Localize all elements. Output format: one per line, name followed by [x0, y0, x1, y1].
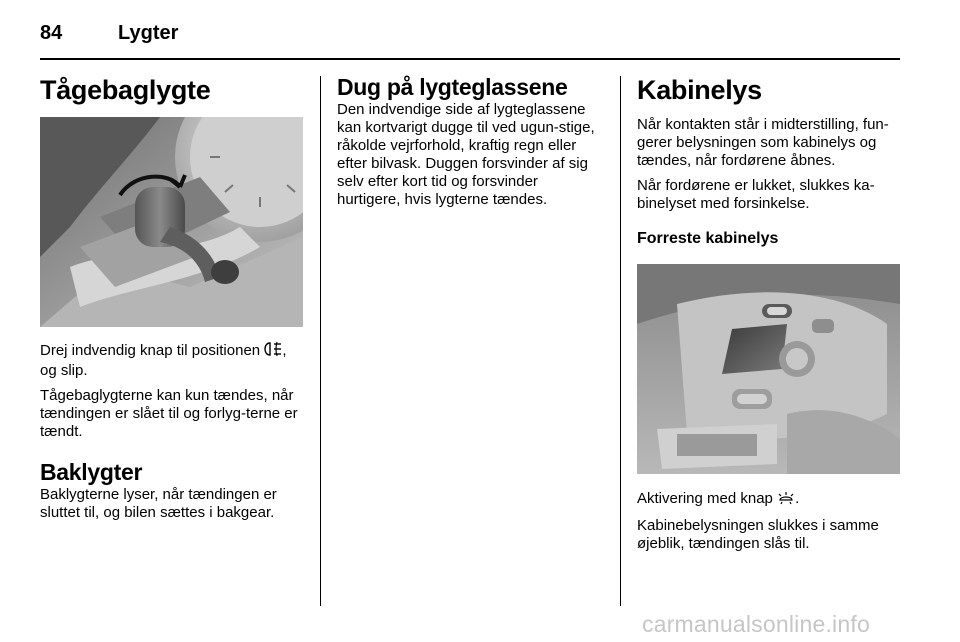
header-rule	[40, 58, 900, 60]
interior-light-icon	[777, 491, 795, 510]
column-divider-right	[620, 76, 621, 606]
lens-fogging-text: Den indvendige side af lygteglassene kan kortvarigt dugge til ved ugun-stige, råkolde vejrforhold, kraftig regn eller efter bilvask. Duggen forsvinder af sig selv efter kort tid og forsvinder hurtigere, hvis lygterne tændes.	[337, 101, 595, 208]
rear-fog-note: Tågebaglygterne kan kun tændes, når tændingen er slået til og forlyg-terne er tændt.	[40, 387, 298, 440]
interior-light-final-text: Kabinebelysningen slukkes i samme øjeblik, tændingen slås til.	[637, 517, 879, 552]
fog-switch-photo	[40, 117, 303, 327]
activation-text-period: .	[795, 490, 800, 507]
rear-fog-instruction-comma: ,	[282, 342, 287, 359]
front-interior-light-heading: Forreste kabinelys	[637, 230, 779, 247]
rear-fog-instruction-line2: og slip.	[40, 362, 88, 379]
rear-fog-lamp-icon	[264, 341, 282, 362]
rear-fog-instruction: Drej indvendig knap til positionen	[40, 342, 261, 359]
running-title: Lygter	[118, 22, 179, 44]
reverse-lights-text: Baklygterne lyser, når tændingen er sluttet til, og bilen sættes i bakgear.	[40, 486, 277, 521]
rear-fog-title: Tågebaglygte	[40, 75, 211, 105]
interior-light-title: Kabinelys	[637, 75, 762, 105]
interior-light-para2: Når fordørene er lukket, slukkes ka-binelyset med forsinkelse.	[637, 177, 875, 212]
page-number: 84	[40, 22, 63, 44]
watermark: carmanualsonline.info	[642, 611, 870, 637]
column-left	[40, 74, 305, 529]
activation-text: Aktivering med knap	[637, 490, 773, 507]
lens-fogging-title: Dug på lygteglassene	[337, 74, 568, 100]
column-right	[637, 74, 902, 560]
reverse-lights-heading: Baklygter	[40, 459, 143, 485]
interior-light-photo	[637, 264, 900, 474]
column-middle	[337, 74, 605, 216]
interior-light-para1: Når kontakten står i midterstilling, fun-gerer belysningen som kabinelys og tændes, når fordørene åbnes.	[637, 116, 889, 169]
column-divider-left	[320, 76, 321, 606]
